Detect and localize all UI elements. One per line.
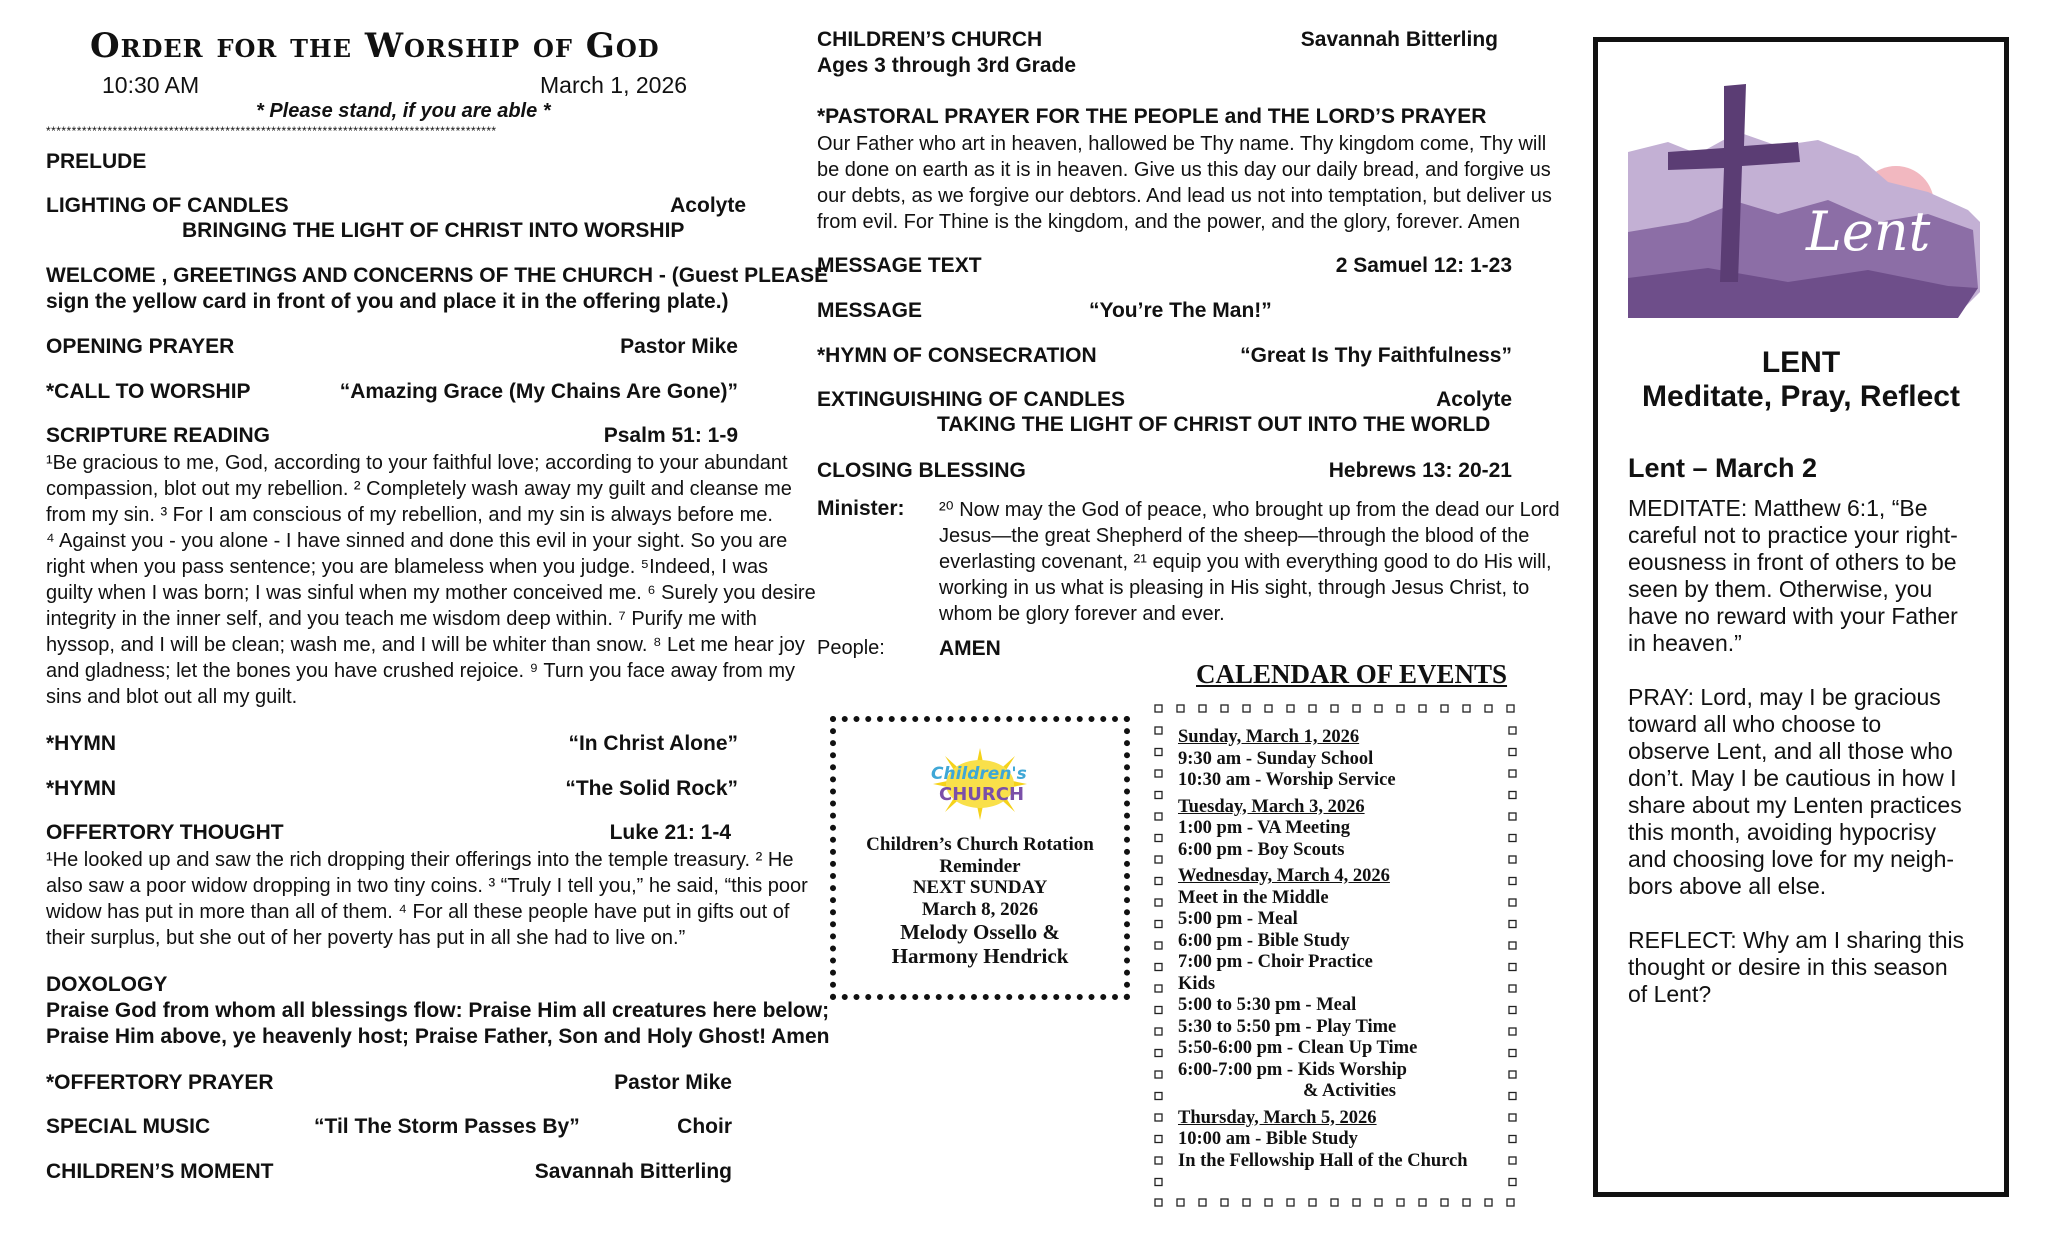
lent-meditate-line: careful not to practice your right-: [1628, 522, 1958, 548]
prayer-line: from evil. For Thine is the kingdom, and the power, and the glory, forever. Amen: [817, 211, 1520, 233]
childrens-moment-who: Savannah Bitterling: [534, 1160, 732, 1183]
lent-date-heading: Lent – March 2: [1628, 453, 1818, 483]
calendar-item: 6:00-7:00 pm - Kids Worship: [1178, 1059, 1407, 1080]
minister-label: Minister:: [817, 497, 905, 520]
opening-prayer-label: OPENING PRAYER: [46, 335, 235, 358]
lent-pray-line: this month, avoiding hypocrisy: [1628, 819, 1937, 845]
special-music-title: “Til The Storm Passes By”: [314, 1115, 580, 1138]
calendar-item: & Activities: [1303, 1081, 1396, 1101]
scripture-line: guilty when I was born; I was sinful when my mother conceived me. ⁶ Surely you desire: [46, 582, 816, 604]
blessing-line: ²⁰ Now may the God of peace, who brought up from the dead our Lord: [939, 499, 1560, 521]
call-to-worship-label: *CALL TO WORSHIP: [46, 380, 251, 403]
reminder-text: [836, 834, 1124, 968]
scripture-line: from my sin. ³ For I am conscious of my rebellion, and my sin is always before me.: [46, 504, 773, 526]
reminder-line-3: NEXT SUNDAY: [912, 877, 1048, 898]
opening-prayer-who: Pastor Mike: [620, 335, 738, 358]
prayer-line: our debts, as we forgive our debtors. And lead us not into temptation, but deliver us: [817, 185, 1552, 207]
lent-meditate-line: seen by them. Otherwise, you: [1628, 576, 1933, 602]
prelude: PRELUDE: [46, 150, 147, 173]
lent-meditate-line: MEDITATE: Matthew 6:1, “Be: [1628, 495, 1928, 521]
calendar-item: 5:30 to 5:50 pm - Play Time: [1178, 1016, 1397, 1037]
offertory-thought: [46, 821, 731, 845]
childrens-moment: [46, 1160, 732, 1184]
offertory-thought-label: OFFERTORY THOUGHT: [46, 821, 284, 844]
call-to-worship-title: “Amazing Grace (My Chains Are Gone)”: [339, 380, 738, 403]
message-text-ref: 2 Samuel 12: 1-23: [1335, 254, 1512, 277]
message: [817, 299, 1512, 323]
lighting-sub: BRINGING THE LIGHT OF CHRIST INTO WORSHIP: [182, 219, 685, 242]
lent-pray-line: share about my Lenten practices: [1628, 792, 1962, 818]
doxology-label: DOXOLOGY: [46, 973, 168, 996]
message-text: [817, 254, 1512, 278]
offertory-line: widow has put in more than all of them. ⁴ For all these people have put in gifts out of: [46, 901, 790, 923]
offertory-line: ¹He looked up and saw the rich dropping their offerings into the temple treasury. ² He: [46, 849, 794, 871]
childrens-church-who: Savannah Bitterling: [1300, 28, 1498, 51]
offertory-prayer-label: *OFFERTORY PRAYER: [46, 1071, 274, 1094]
extinguishing-sub: TAKING THE LIGHT OF CHRIST OUT INTO THE WORLD: [937, 413, 1491, 436]
doxology-line-2: Praise Him above, ye heavenly host; Praise Father, Son and Holy Ghost! Amen: [46, 1025, 830, 1048]
lighting-label: LIGHTING OF CANDLES: [46, 194, 289, 217]
lent-subheading: Meditate, Pray, Reflect: [1642, 380, 1960, 413]
calendar-item: 5:00 pm - Meal: [1178, 909, 1298, 929]
stand-note: * Please stand, if you are able *: [256, 100, 551, 122]
lent-pray-line: and choosing love for my neigh-: [1628, 846, 1955, 872]
hymn-2-title: “The Solid Rock”: [565, 777, 738, 800]
childrens-moment-label: CHILDREN’S MOMENT: [46, 1160, 274, 1183]
hymn-1: [46, 732, 738, 756]
lent-meditate-line: have no reward with your Father: [1628, 603, 1958, 629]
special-music: [46, 1115, 732, 1139]
calendar-of-events: [1151, 701, 1521, 1211]
closing-blessing: [817, 459, 1512, 483]
childrens-church-ages: Ages 3 through 3rd Grade: [817, 54, 1077, 77]
people-response: AMEN: [939, 637, 1001, 660]
welcome-line-2: sign the yellow card in front of you and place it in the offering plate.): [46, 290, 729, 313]
hymn-of-consecration: [817, 344, 1512, 368]
pastoral-prayer-label: *PASTORAL PRAYER FOR THE PEOPLE and THE LORD’S PRAYER: [817, 105, 1487, 128]
scripture-line: compassion, blot out my rebellion. ² Completely wash away my guilt and cleanse me: [46, 478, 792, 500]
scripture-line: sins and blot out all my guilt.: [46, 686, 298, 708]
special-music-label: SPECIAL MUSIC: [46, 1115, 211, 1138]
scripture-line: and gladness; let the bones you have crushed rejoice. ⁹ Turn you face away from my: [46, 660, 795, 682]
calendar-item: 9:30 am - Sunday School: [1178, 748, 1374, 769]
logo-line-2: CHURCH: [939, 784, 1025, 805]
calendar-title: CALENDAR OF EVENTS: [1196, 659, 1508, 689]
childrens-church-reminder-box: [830, 716, 1130, 1000]
doxology-line-1: Praise God from whom all blessings flow: Praise Him all creatures here below;: [46, 999, 830, 1022]
prayer-line: be done on earth as it is in heaven. Give us this day our daily bread, and forgive us: [817, 159, 1551, 181]
prayer-line: Our Father who art in heaven, hallowed be Thy name. Thy kingdom come, Thy will: [817, 133, 1547, 155]
calendar-item: In the Fellowship Hall of the Church: [1178, 1150, 1468, 1171]
calendar-item: Kids: [1178, 973, 1216, 994]
extinguishing-label: EXTINGUISHING OF CANDLES: [817, 388, 1126, 411]
hymn-2-label: *HYMN: [46, 777, 117, 800]
calendar-item: 10:30 am - Worship Service: [1178, 770, 1396, 790]
offertory-prayer: [46, 1071, 732, 1095]
reminder-line-5: Melody Ossello &: [900, 920, 1060, 944]
message-label: MESSAGE: [817, 299, 923, 322]
scripture-line: ⁴ Against you - you alone - I have sinned and done this evil in your sight. So you are: [46, 530, 788, 552]
childrens-church: [817, 28, 1498, 52]
lent-meditate-line: in heaven.”: [1628, 630, 1742, 656]
message-title: “You’re The Man!”: [1089, 299, 1272, 322]
message-text-label: MESSAGE TEXT: [817, 254, 982, 277]
hymn-1-title: “In Christ Alone”: [568, 732, 738, 755]
calendar-day-heading: Thursday, March 5, 2026: [1178, 1107, 1377, 1128]
welcome-line-1: WELCOME , GREETINGS AND CONCERNS OF THE CHURCH - (Guest PLEASE: [46, 264, 829, 287]
lent-pray-line: observe Lent, and all those who: [1628, 738, 1953, 764]
lent-pray-line: PRAY: Lord, may I be gracious: [1628, 684, 1941, 710]
lighting-who: Acolyte: [670, 194, 746, 217]
reminder-line-1: Children’s Church Rotation: [866, 834, 1094, 855]
closing-blessing-label: CLOSING BLESSING: [817, 459, 1026, 482]
calendar-item: Meet in the Middle: [1178, 887, 1329, 908]
reminder-line-2: Reminder: [939, 855, 1021, 877]
special-music-who: Choir: [677, 1115, 732, 1138]
people-label: People:: [817, 637, 885, 659]
calendar-item: 6:00 pm - Bible Study: [1178, 930, 1350, 951]
lent-pray-line: bors above all else.: [1628, 873, 1827, 899]
calendar-item: 7:00 pm - Choir Practice: [1178, 952, 1373, 972]
lighting-of-candles: [46, 194, 746, 218]
calendar-day-heading: Wednesday, March 4, 2026: [1178, 866, 1390, 886]
lent-heading: LENT: [1761, 346, 1841, 379]
lent-reflect-line: of Lent?: [1628, 981, 1712, 1007]
hymn-consecration-label: *HYMN OF CONSECRATION: [817, 344, 1097, 367]
asterisk-divider: ****************************************************************************************: [46, 124, 497, 138]
calendar-day-heading: Sunday, March 1, 2026: [1178, 727, 1360, 747]
calendar-item: 10:00 am - Bible Study: [1178, 1129, 1358, 1149]
offertory-thought-ref: Luke 21: 1-4: [609, 821, 731, 844]
offertory-prayer-who: Pastor Mike: [614, 1071, 732, 1094]
scripture-reading: [46, 424, 738, 448]
blessing-line: Jesus—the great Shepherd of the sheep—through the blood of the: [939, 525, 1530, 547]
calendar-day-heading: Tuesday, March 3, 2026: [1178, 796, 1365, 817]
hymn-2: [46, 777, 738, 801]
scripture-line: hyssop, and I will be clean; wash me, and I will be whiter than snow. ⁸ Let me hear joy: [46, 634, 805, 656]
childrens-church-logo-art: [925, 744, 1035, 824]
lent-reflect-line: thought or desire in this season: [1628, 954, 1948, 980]
childrens-church-logo: [836, 744, 1124, 829]
blessing-line: whom be glory forever and ever.: [939, 603, 1225, 625]
scripture-ref: Psalm 51: 1-9: [603, 424, 738, 447]
scripture-line: integrity in the inner self, and you teach me wisdom deep within. ⁷ Purify me with: [46, 608, 757, 630]
calendar-item: 1:00 pm - VA Meeting: [1178, 818, 1350, 838]
lent-devotional-panel: [1593, 37, 2009, 1197]
lent-reflect-line: REFLECT: Why am I sharing this: [1628, 927, 1965, 953]
calendar-item: 5:50-6:00 pm - Clean Up Time: [1178, 1038, 1418, 1058]
childrens-church-label: CHILDREN’S CHURCH: [817, 28, 1043, 51]
calendar-item: 5:00 to 5:30 pm - Meal: [1178, 995, 1357, 1015]
hymn-consecration-title: “Great Is Thy Faithfulness”: [1240, 344, 1512, 367]
calendar-item: 6:00 pm - Boy Scouts: [1178, 839, 1345, 860]
lent-meditate-line: eousness in front of others to be: [1628, 549, 1957, 575]
blessing-line: everlasting covenant, ²¹ equip you with everything good to do His will,: [939, 551, 1552, 573]
closing-blessing-ref: Hebrews 13: 20-21: [1328, 459, 1512, 482]
extinguishing-of-candles: [817, 388, 1512, 412]
reminder-line-4: March 8, 2026: [921, 898, 1039, 920]
call-to-worship: [46, 380, 738, 404]
service-time: 10:30 AM: [102, 72, 200, 98]
service-date: March 1, 2026: [540, 72, 688, 98]
page-title: Order for the Worship of God: [90, 26, 660, 66]
lent-cross-logo: [1628, 82, 1988, 318]
lent-pray-line: don’t. May I be cautious in how I: [1628, 765, 1957, 791]
lent-pray-line: toward all who choose to: [1628, 711, 1882, 737]
logo-line-1: Children's: [931, 764, 1027, 784]
scripture-line: ¹Be gracious to me, God, according to your faithful love; according to your abundant: [46, 452, 788, 474]
opening-prayer: [46, 335, 738, 359]
offertory-line: also saw a poor widow dropping in two tiny coins. ³ “Truly I tell you,” he said, “this poor: [46, 875, 808, 897]
lent-logo-word: Lent: [1806, 200, 1931, 263]
scripture-label: SCRIPTURE READING: [46, 424, 271, 447]
extinguishing-who: Acolyte: [1436, 388, 1512, 411]
blessing-line: working in us what is pleasing in His sight, through Jesus Christ, to: [939, 577, 1530, 599]
reminder-line-6: Harmony Hendrick: [891, 944, 1069, 968]
offertory-line: their surplus, but she out of her poverty has put in all she had to live on.”: [46, 927, 686, 949]
hymn-1-label: *HYMN: [46, 732, 117, 755]
scripture-line: right when you pass sentence; you are blameless when you judge. ⁵Indeed, I was: [46, 556, 769, 578]
